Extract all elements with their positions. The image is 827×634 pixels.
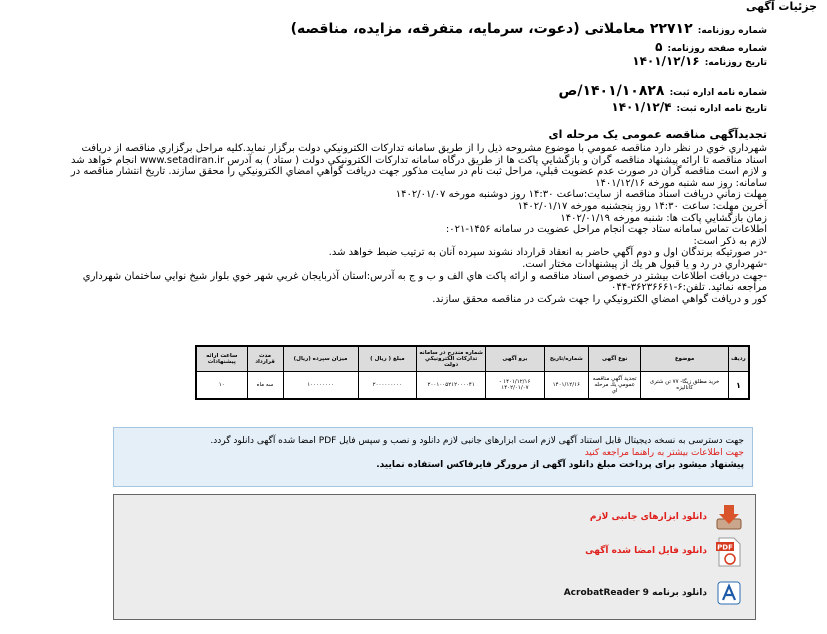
download-tools-link[interactable]: دانلود ابزارهای جانبی لازم <box>589 512 707 522</box>
table-cell: ۱ <box>728 372 749 400</box>
notice-body <box>67 143 767 305</box>
newspaper-page-value: ۵ <box>655 40 663 54</box>
table-cell: خريد مطلق زيگا- ۷۷ تن شترى كاناليزه <box>641 372 728 400</box>
downloads-panel <box>113 494 756 620</box>
download-tools-row[interactable] <box>590 503 743 531</box>
table-header-cell: شماره/تاریخ <box>544 346 588 372</box>
table-cell: ۱۰ <box>196 372 247 400</box>
info-box <box>113 427 753 487</box>
notice-paragraph: لازم به ذكر است: <box>693 235 767 247</box>
registration-date-value: ۱۴۰۱/۱۲/۴ <box>611 100 672 114</box>
notice-title: تجدیدآگهی مناقصه عمومی یک مرحله ای <box>548 128 767 141</box>
notice-paragraph: -در صورتيكه برندگان اول و دوم آگهي حاضر به انعقاد قرارداد نشوند سپرده آنان به ترتيب ضبط خواهد شد. <box>328 247 767 259</box>
notice-paragraph: -جهت دريافت اطلاعات بيشتر در خصوص اسناد مناقصه و ارائه پاكت هاي الف و ب و ج به آدرس:استان آذربايجان غربي شهر خوي بلوار شيخ نوايي ساختمان شهرداري مراجعه نمائيد. تلفن:۶-۳۶۲۳۶۶۶۱-۰۴۴ <box>82 270 767 294</box>
notice-paragraph: آخرين مهلت: ساعت ۱۴:۳۰ روز پنجشنبه مورخه ۱۴۰۲/۰۱/۱۷ <box>517 200 767 212</box>
download-arrow-icon[interactable] <box>715 503 743 531</box>
info-line: جهت دسترسی به نسخه دیجیتال قابل استناد آگهی لازم است ابزارهای جانبی لازم دانلود و نصب و سپس فایل PDF امضا شده آگهی دانلود گردد. <box>210 436 744 446</box>
notice-paragraph: شهرداري خوي در نظر دارد مناقصه عمومي با موضوع مشروحه ذيل را از طريق سامانه تداركات الكترونيكي دولت برگزار نمايد.كليه مراحل برگزاري مناقصه از دريافت اسناد مناقصه تا ارائه پيشنهاد مناقصه گران و بازگشايي پاكت ها از طريق درگاه سامانه تداركات الكترونيكي دولت ( ستاد ) به آدرس www.setadiran.ir انجام خواهد شد و لازم است مناقصه گران در صورت عدم عضويت قبلي، مراحل ثبت نام در سايت مذكور جهت دريافت گواهي امضاي الكترونيكي را محقق سازند. تاريخ انتشار مناقصه در سامانه: روز سه شنبه مورخه ۱۴۰۱/۱۲/۱۶ <box>70 143 767 189</box>
newspaper-date-value: ۱۴۰۱/۱۲/۱۶ <box>632 54 700 68</box>
notice-paragraph: اطلاعات تماس سامانه ستاد جهت انجام مراحل عضويت در سامانه ۱۴۵۶-۰۲۱: <box>445 224 767 236</box>
download-reader-link[interactable]: دانلود برنامه AcrobatReader 9 <box>563 588 707 598</box>
newspaper-date-label: تاریخ روزنامه: <box>704 58 767 68</box>
registration-date-label: تاریخ نامه اداره ثبت: <box>676 104 767 114</box>
table-cell: ۲۰۰۰۰۰۰۰۰۰ <box>358 372 417 400</box>
table-cell: سه ماه <box>247 372 283 400</box>
registration-letter-label: شماره نامه اداره ثبت: <box>669 88 767 98</box>
tender-table <box>195 345 750 400</box>
table-header-row <box>196 346 749 372</box>
newspaper-date <box>632 50 767 69</box>
table-cell: ۲۰۰۱۰۰۵۲۱۲۰۰۰۰۴۱ <box>417 372 486 400</box>
newspaper-number-value: ۲۲۷۱۲ معاملاتی (دعوت، سرمایه، متفرقه، مزایده، مناقصه) <box>290 21 693 37</box>
notice-paragraph: كور و دريافت گواهي امضاي الكترونيكي را جهت شركت در مناقصه محقق سازند. <box>432 293 767 305</box>
newspaper-number <box>291 18 767 37</box>
table-cell: ۱۴۰۱/۱۲/۱۶ <box>544 372 588 400</box>
pdf-badge-text: PDF <box>717 543 733 552</box>
table-row <box>196 372 749 400</box>
table-cell: ۱۰۰۰۰۰۰۰۰ <box>283 372 358 400</box>
table-header-cell: موضوع <box>641 346 728 372</box>
info-line: پیشنهاد میشود برای پرداخت مبلغ دانلود آگهی از مرورگر فایرفاکس استفاده نمایید. <box>376 460 744 470</box>
table-cell: ۱۴۰۱/۱۲/۱۶ - ۱۴۰۲/۰۱/۰۷ <box>486 372 545 400</box>
download-pdf-link[interactable]: دانلود فایل امضا شده آگهی <box>585 546 707 556</box>
table-cell: تجديد آگهي مناقصه عمومي يك مرحله اي <box>588 372 640 400</box>
newspaper-page-label: شماره صفحه روزنامه: <box>667 44 767 54</box>
newspaper-number-label: شماره روزنامه: <box>697 26 767 36</box>
table-header-cell: نوع آگهی <box>588 346 640 372</box>
table-header-cell: مبلغ ( ريال ) <box>358 346 417 372</box>
table-header-cell: برو آگهی <box>486 346 545 372</box>
download-pdf-row[interactable] <box>585 537 743 565</box>
table-header-cell: ردیف <box>728 346 749 372</box>
notice-paragraph: -شهرداري در رد و يا قبول هر يك از پيشنهادات مختار است. <box>522 258 767 270</box>
registration-date <box>611 96 767 115</box>
table-header-cell: مدت قرارداد <box>247 346 283 372</box>
table-header-cell: ميزان سپرده (ريال) <box>283 346 358 372</box>
notice-paragraph: زمان بازگشايي پاكت ها: شنبه مورخه ۱۴۰۲/۰۱/۱۹ <box>560 212 767 224</box>
help-link[interactable]: جهت اطلاعات بیشتر به راهنما مراجعه کنید <box>584 448 744 458</box>
table-header-cell: ساعت ارائه پيشنهادات <box>196 346 247 372</box>
table-header-cell: شماره مندرج در سامانه تداركات الكترونيكي دولت <box>417 346 486 372</box>
page-title: جزئیات آگهی <box>746 0 817 13</box>
pdf-file-icon[interactable] <box>715 537 743 565</box>
download-reader-row[interactable] <box>564 579 743 607</box>
registration-letter-value: ۱۴۰۱/۱۰۸۲۸/ص <box>558 83 665 99</box>
acrobat-reader-icon[interactable] <box>715 579 743 607</box>
notice-paragraph: مهلت زماني دريافت اسناد مناقصه از سايت:ساعت ۱۴:۳۰ روز دوشنبه مورخه ۱۴۰۲/۰۱/۰۷ <box>395 189 767 201</box>
